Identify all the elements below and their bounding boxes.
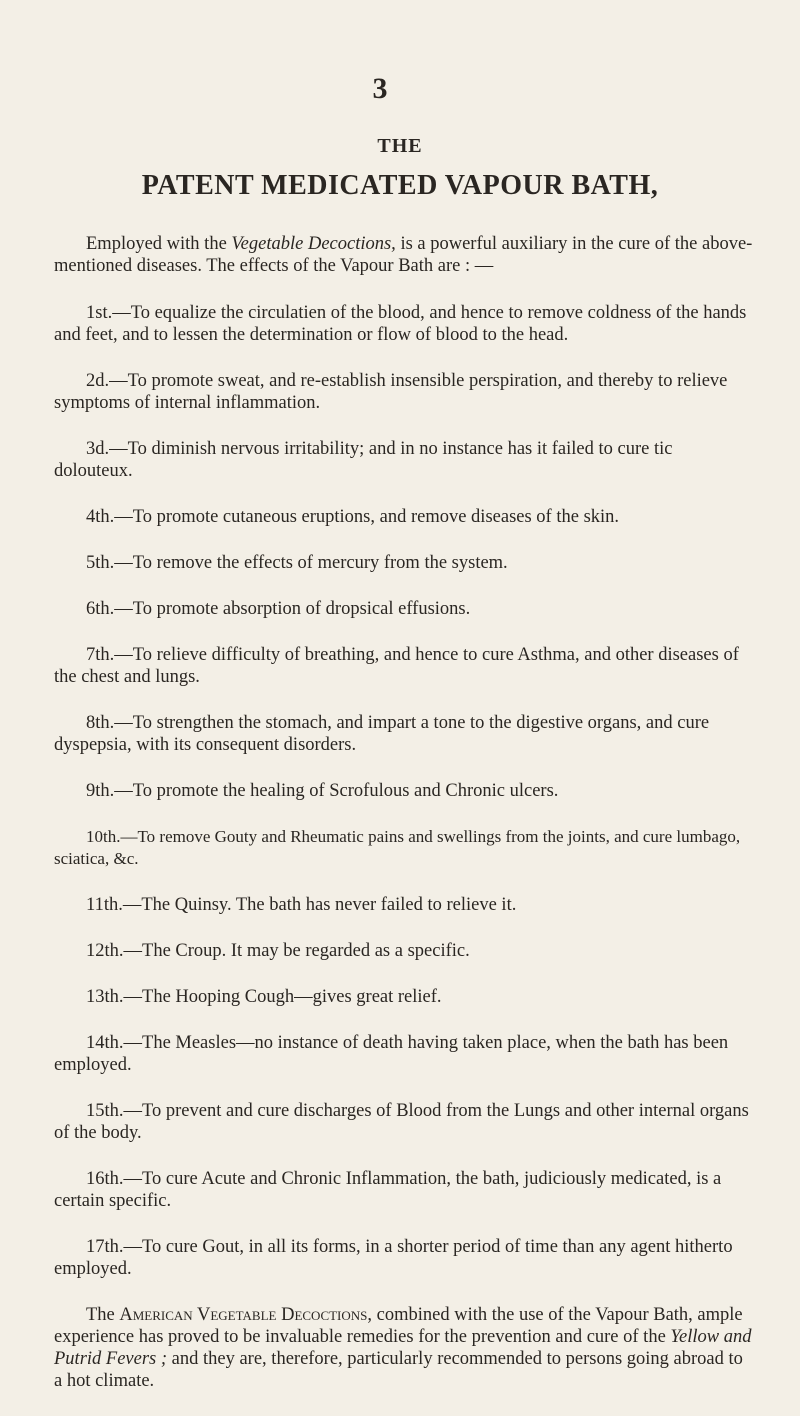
effect-item: 17th.—To cure Gout, in all its forms, in a shorter period of time than any agent hitherto employed. bbox=[54, 1237, 733, 1279]
closing-smallcaps: American Vegetable Decoctions, bbox=[119, 1305, 373, 1325]
effect-item: 16th.—To cure Acute and Chronic Inflammation, the bath, judiciously medicated, is a certain specific. bbox=[54, 1169, 722, 1211]
closing-before: The bbox=[86, 1305, 120, 1325]
effect-item: 13th.—The Hooping Cough—gives great relief. bbox=[86, 987, 442, 1007]
heading-small: THE bbox=[377, 135, 423, 157]
effect-item: 7th.—To relieve difficulty of breathing, and hence to cure Asthma, and other diseases of the chest and lungs. bbox=[54, 645, 739, 687]
intro-italic: Vegetable Decoctions, bbox=[231, 234, 396, 254]
effect-item: 12th.—The Croup. It may be regarded as a specific. bbox=[86, 941, 470, 961]
effect-item: 4th.—To promote cutaneous eruptions, and remove diseases of the skin. bbox=[86, 507, 620, 527]
closing-after: and they are, therefore, particularly recommended to persons going abroad to a hot climate. bbox=[54, 1349, 743, 1391]
intro-after: is a powerful auxiliary in the cure of the above-mentioned diseases. The effects of the Vapour Bath are : — bbox=[54, 234, 753, 276]
effect-item: 10th.—To remove Gouty and Rheumatic pains and swellings from the joints, and cure lumbago, sciatica, &c. bbox=[54, 827, 741, 868]
closing-middle: combined with the use of the Vapour Bath, ample experience has proved to be invaluable remedies for the prevention and cure of the bbox=[54, 1305, 743, 1347]
effect-item: 6th.—To promote absorption of dropsical effusions. bbox=[86, 599, 471, 619]
page-title: PATENT MEDICATED VAPOUR BATH, bbox=[141, 170, 659, 201]
body-text bbox=[54, 233, 754, 1416]
closing-paragraph bbox=[54, 1304, 754, 1392]
effect-item: 1st.—To equalize the circulatien of the blood, and hence to remove coldness of the hands and feet, and to lessen the determination or flow of blood to the head. bbox=[54, 303, 747, 345]
effect-item: 9th.—To promote the healing of Scrofulous and Chronic ulcers. bbox=[86, 781, 559, 801]
effect-item: 14th.—The Measles—no instance of death having taken place, when the bath has been employed. bbox=[54, 1033, 729, 1075]
effect-item: 15th.—To prevent and cure discharges of Blood from the Lungs and other internal organs of the body. bbox=[54, 1101, 749, 1143]
page-number: 3 bbox=[372, 72, 388, 105]
intro-before: Employed with the bbox=[86, 234, 232, 254]
closing-italic: Yellow and Putrid Fevers ; bbox=[54, 1327, 752, 1369]
effect-item: 3d.—To diminish nervous irritability; and in no instance has it failed to cure tic dolouteux. bbox=[54, 439, 673, 481]
effect-item: 8th.—To strengthen the stomach, and impart a tone to the digestive organs, and cure dyspepsia, with its consequent disorders. bbox=[54, 713, 710, 755]
effect-item: 11th.—The Quinsy. The bath has never failed to relieve it. bbox=[86, 895, 517, 915]
intro-paragraph bbox=[54, 233, 754, 277]
effect-item: 5th.—To remove the effects of mercury from the system. bbox=[86, 553, 508, 573]
effect-item: 2d.—To promote sweat, and re-establish insensible perspiration, and thereby to relieve symptoms of internal inflammation. bbox=[54, 371, 728, 413]
